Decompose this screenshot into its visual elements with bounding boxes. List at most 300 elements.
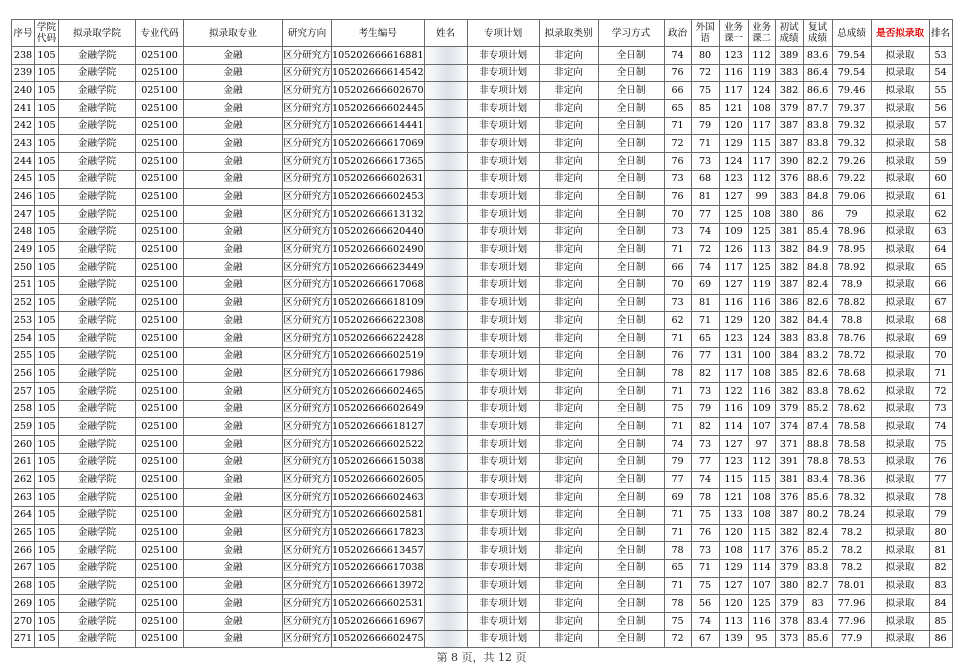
cell-total-score: 77.96 (832, 595, 871, 613)
cell-category: 非定向 (539, 471, 598, 489)
cell-major-code: 025100 (136, 436, 184, 454)
cell-category: 非定向 (539, 542, 598, 560)
cell-college: 金融学院 (59, 559, 136, 577)
cell-politics: 71 (664, 577, 691, 595)
cell-foreign-language: 81 (691, 294, 719, 312)
cell-admission-status: 拟录取 (871, 383, 929, 401)
cell-college: 金融学院 (59, 418, 136, 436)
cell-retest-score: 83.2 (803, 347, 832, 365)
cell-name (424, 613, 467, 631)
cell-special-plan: 非专项计划 (467, 559, 539, 577)
cell-retest-score: 85.4 (803, 223, 832, 241)
cell-major-code: 025100 (136, 259, 184, 277)
cell-name (424, 188, 467, 206)
cell-category: 非定向 (539, 259, 598, 277)
cell-seq: 249 (12, 241, 35, 259)
cell-exam-id: 105202666616967 (332, 613, 425, 631)
cell-seq: 242 (12, 117, 35, 135)
cell-subject-1: 108 (719, 542, 748, 560)
cell-category: 非定向 (539, 613, 598, 631)
cell-politics: 76 (664, 347, 691, 365)
cell-seq: 248 (12, 223, 35, 241)
cell-college-code: 105 (35, 436, 59, 454)
cell-politics: 71 (664, 383, 691, 401)
cell-category: 非定向 (539, 206, 598, 224)
cell-category: 非定向 (539, 365, 598, 383)
cell-total-score: 79 (832, 206, 871, 224)
cell-subject-2: 119 (748, 64, 775, 82)
cell-major: 金融 (184, 347, 283, 365)
cell-prelim-score: 382 (775, 524, 803, 542)
cell-category: 非定向 (539, 82, 598, 100)
cell-subject-2: 100 (748, 347, 775, 365)
cell-subject-1: 121 (719, 100, 748, 118)
cell-admission-status: 拟录取 (871, 330, 929, 348)
cell-retest-score: 78.8 (803, 453, 832, 471)
cell-special-plan: 非专项计划 (467, 506, 539, 524)
cell-college-code: 105 (35, 206, 59, 224)
cell-subject-1: 115 (719, 471, 748, 489)
cell-college-code: 105 (35, 47, 59, 65)
cell-direction: 区分研究方 (283, 418, 332, 436)
cell-admission-status: 拟录取 (871, 276, 929, 294)
header-seq: 序号 (12, 20, 35, 47)
cell-special-plan: 非专项计划 (467, 100, 539, 118)
cell-seq: 258 (12, 400, 35, 418)
cell-major-code: 025100 (136, 153, 184, 171)
cell-college-code: 105 (35, 506, 59, 524)
cell-total-score: 78.32 (832, 489, 871, 507)
cell-direction: 区分研究方 (283, 170, 332, 188)
cell-politics: 71 (664, 241, 691, 259)
cell-direction: 区分研究方 (283, 188, 332, 206)
cell-direction: 区分研究方 (283, 330, 332, 348)
cell-major-code: 025100 (136, 276, 184, 294)
table-row (12, 47, 953, 65)
cell-category: 非定向 (539, 577, 598, 595)
cell-subject-2: 119 (748, 276, 775, 294)
cell-foreign-language: 75 (691, 82, 719, 100)
cell-name (424, 400, 467, 418)
cell-name (424, 259, 467, 277)
cell-category: 非定向 (539, 595, 598, 613)
cell-major-code: 025100 (136, 330, 184, 348)
cell-college: 金融学院 (59, 188, 136, 206)
cell-direction: 区分研究方 (283, 100, 332, 118)
table-body (12, 47, 953, 648)
cell-college: 金融学院 (59, 453, 136, 471)
cell-prelim-score: 379 (775, 595, 803, 613)
cell-retest-score: 82.2 (803, 153, 832, 171)
cell-major: 金融 (184, 383, 283, 401)
cell-college: 金融学院 (59, 524, 136, 542)
cell-college-code: 105 (35, 347, 59, 365)
cell-major-code: 025100 (136, 312, 184, 330)
cell-admission-status: 拟录取 (871, 47, 929, 65)
cell-rank: 68 (929, 312, 952, 330)
cell-retest-score: 86.4 (803, 64, 832, 82)
cell-foreign-language: 72 (691, 64, 719, 82)
cell-major: 金融 (184, 400, 283, 418)
cell-rank: 78 (929, 489, 952, 507)
cell-rank: 56 (929, 100, 952, 118)
cell-retest-score: 83.6 (803, 47, 832, 65)
table-row (12, 418, 953, 436)
cell-exam-id: 105202666602453 (332, 188, 425, 206)
cell-seq: 257 (12, 383, 35, 401)
cell-politics: 71 (664, 330, 691, 348)
cell-rank: 86 (929, 630, 952, 648)
cell-exam-id: 105202666602490 (332, 241, 425, 259)
cell-study-mode: 全日制 (598, 259, 664, 277)
table-row (12, 100, 953, 118)
cell-subject-2: 115 (748, 471, 775, 489)
cell-exam-id: 105202666602522 (332, 436, 425, 454)
cell-rank: 66 (929, 276, 952, 294)
cell-special-plan: 非专项计划 (467, 117, 539, 135)
cell-exam-id: 105202666616881 (332, 47, 425, 65)
cell-subject-2: 108 (748, 365, 775, 383)
cell-exam-id: 105202666617986 (332, 365, 425, 383)
cell-prelim-score: 380 (775, 577, 803, 595)
cell-total-score: 78.92 (832, 259, 871, 277)
cell-name (424, 312, 467, 330)
cell-direction: 区分研究方 (283, 259, 332, 277)
cell-name (424, 206, 467, 224)
cell-subject-2: 107 (748, 418, 775, 436)
cell-foreign-language: 75 (691, 577, 719, 595)
table-row (12, 471, 953, 489)
table-row (12, 595, 953, 613)
cell-foreign-language: 82 (691, 418, 719, 436)
cell-name (424, 117, 467, 135)
cell-seq: 252 (12, 294, 35, 312)
cell-study-mode: 全日制 (598, 347, 664, 365)
cell-college: 金融学院 (59, 347, 136, 365)
cell-rank: 76 (929, 453, 952, 471)
cell-college: 金融学院 (59, 489, 136, 507)
cell-major-code: 025100 (136, 453, 184, 471)
cell-college: 金融学院 (59, 135, 136, 153)
cell-subject-2: 113 (748, 241, 775, 259)
cell-special-plan: 非专项计划 (467, 365, 539, 383)
cell-foreign-language: 74 (691, 471, 719, 489)
cell-major-code: 025100 (136, 294, 184, 312)
cell-college-code: 105 (35, 312, 59, 330)
cell-prelim-score: 387 (775, 117, 803, 135)
cell-admission-status: 拟录取 (871, 489, 929, 507)
cell-major: 金融 (184, 100, 283, 118)
cell-name (424, 47, 467, 65)
cell-college-code: 105 (35, 100, 59, 118)
cell-politics: 75 (664, 613, 691, 631)
table-row (12, 506, 953, 524)
cell-category: 非定向 (539, 312, 598, 330)
cell-college-code: 105 (35, 383, 59, 401)
cell-foreign-language: 81 (691, 188, 719, 206)
cell-admission-status: 拟录取 (871, 418, 929, 436)
cell-special-plan: 非专项计划 (467, 82, 539, 100)
cell-admission-status: 拟录取 (871, 559, 929, 577)
cell-rank: 82 (929, 559, 952, 577)
cell-foreign-language: 77 (691, 347, 719, 365)
cell-subject-1: 126 (719, 241, 748, 259)
cell-foreign-language: 71 (691, 559, 719, 577)
cell-major: 金融 (184, 613, 283, 631)
cell-direction: 区分研究方 (283, 294, 332, 312)
cell-prelim-score: 383 (775, 64, 803, 82)
cell-prelim-score: 380 (775, 206, 803, 224)
cell-category: 非定向 (539, 559, 598, 577)
cell-major-code: 025100 (136, 82, 184, 100)
cell-subject-1: 125 (719, 206, 748, 224)
cell-retest-score: 83.8 (803, 559, 832, 577)
cell-special-plan: 非专项计划 (467, 170, 539, 188)
cell-category: 非定向 (539, 453, 598, 471)
cell-retest-score: 82.4 (803, 524, 832, 542)
cell-foreign-language: 71 (691, 135, 719, 153)
table-row (12, 400, 953, 418)
cell-retest-score: 84.8 (803, 259, 832, 277)
cell-study-mode: 全日制 (598, 453, 664, 471)
cell-major: 金融 (184, 436, 283, 454)
cell-subject-2: 115 (748, 135, 775, 153)
cell-admission-status: 拟录取 (871, 82, 929, 100)
cell-subject-1: 127 (719, 188, 748, 206)
cell-major: 金融 (184, 223, 283, 241)
cell-exam-id: 105202666617038 (332, 559, 425, 577)
cell-college: 金融学院 (59, 100, 136, 118)
cell-foreign-language: 85 (691, 100, 719, 118)
cell-politics: 71 (664, 506, 691, 524)
cell-college: 金融学院 (59, 170, 136, 188)
cell-admission-status: 拟录取 (871, 241, 929, 259)
header-college-code: 学院代码 (35, 20, 59, 47)
cell-subject-2: 99 (748, 188, 775, 206)
cell-category: 非定向 (539, 489, 598, 507)
cell-foreign-language: 56 (691, 595, 719, 613)
cell-name (424, 347, 467, 365)
header-exam-id: 考生编号 (332, 20, 425, 47)
cell-study-mode: 全日制 (598, 170, 664, 188)
cell-admission-status: 拟录取 (871, 64, 929, 82)
cell-retest-score: 84.8 (803, 188, 832, 206)
cell-name (424, 276, 467, 294)
cell-major: 金融 (184, 595, 283, 613)
cell-major: 金融 (184, 506, 283, 524)
cell-politics: 72 (664, 630, 691, 648)
cell-college: 金融学院 (59, 595, 136, 613)
cell-subject-2: 112 (748, 453, 775, 471)
cell-retest-score: 86 (803, 206, 832, 224)
cell-retest-score: 83.8 (803, 383, 832, 401)
cell-direction: 区分研究方 (283, 153, 332, 171)
cell-college-code: 105 (35, 330, 59, 348)
cell-rank: 77 (929, 471, 952, 489)
cell-exam-id: 105202666602475 (332, 630, 425, 648)
cell-name (424, 506, 467, 524)
cell-prelim-score: 382 (775, 312, 803, 330)
cell-major-code: 025100 (136, 100, 184, 118)
cell-rank: 53 (929, 47, 952, 65)
cell-total-score: 78.95 (832, 241, 871, 259)
cell-subject-1: 129 (719, 312, 748, 330)
cell-prelim-score: 376 (775, 489, 803, 507)
cell-subject-1: 131 (719, 347, 748, 365)
cell-subject-1: 113 (719, 613, 748, 631)
cell-major: 金融 (184, 312, 283, 330)
cell-total-score: 78.72 (832, 347, 871, 365)
cell-admission-status: 拟录取 (871, 206, 929, 224)
cell-major: 金融 (184, 241, 283, 259)
cell-name (424, 577, 467, 595)
cell-prelim-score: 387 (775, 135, 803, 153)
cell-foreign-language: 65 (691, 330, 719, 348)
cell-foreign-language: 73 (691, 383, 719, 401)
cell-direction: 区分研究方 (283, 542, 332, 560)
cell-politics: 69 (664, 489, 691, 507)
cell-name (424, 595, 467, 613)
header-rank: 排名 (929, 20, 952, 47)
cell-study-mode: 全日制 (598, 312, 664, 330)
cell-subject-2: 124 (748, 82, 775, 100)
cell-seq: 270 (12, 613, 35, 631)
cell-college-code: 105 (35, 82, 59, 100)
cell-major-code: 025100 (136, 383, 184, 401)
cell-politics: 70 (664, 276, 691, 294)
cell-category: 非定向 (539, 294, 598, 312)
table-row (12, 259, 953, 277)
cell-major-code: 025100 (136, 630, 184, 648)
cell-total-score: 78.24 (832, 506, 871, 524)
cell-retest-score: 85.6 (803, 489, 832, 507)
cell-subject-2: 116 (748, 294, 775, 312)
cell-seq: 246 (12, 188, 35, 206)
cell-prelim-score: 382 (775, 383, 803, 401)
cell-seq: 254 (12, 330, 35, 348)
cell-direction: 区分研究方 (283, 312, 332, 330)
cell-foreign-language: 73 (691, 542, 719, 560)
cell-special-plan: 非专项计划 (467, 489, 539, 507)
cell-major: 金融 (184, 135, 283, 153)
cell-name (424, 559, 467, 577)
cell-name (424, 471, 467, 489)
cell-seq: 261 (12, 453, 35, 471)
cell-exam-id: 105202666617365 (332, 153, 425, 171)
cell-seq: 256 (12, 365, 35, 383)
cell-name (424, 630, 467, 648)
cell-name (424, 153, 467, 171)
cell-rank: 60 (929, 170, 952, 188)
cell-major: 金融 (184, 524, 283, 542)
cell-major-code: 025100 (136, 170, 184, 188)
cell-rank: 71 (929, 365, 952, 383)
cell-rank: 67 (929, 294, 952, 312)
cell-exam-id: 105202666618127 (332, 418, 425, 436)
cell-total-score: 78.76 (832, 330, 871, 348)
cell-rank: 70 (929, 347, 952, 365)
cell-exam-id: 105202666613457 (332, 542, 425, 560)
cell-college: 金融学院 (59, 630, 136, 648)
header-major: 拟录取专业 (184, 20, 283, 47)
cell-exam-id: 105202666602445 (332, 100, 425, 118)
cell-total-score: 78.82 (832, 294, 871, 312)
cell-retest-score: 84.4 (803, 312, 832, 330)
cell-seq: 269 (12, 595, 35, 613)
page-footer: 第 8 页，共 12 页 (436, 651, 527, 664)
cell-major: 金融 (184, 471, 283, 489)
cell-admission-status: 拟录取 (871, 595, 929, 613)
table-row (12, 542, 953, 560)
cell-prelim-score: 379 (775, 400, 803, 418)
cell-total-score: 78.62 (832, 383, 871, 401)
cell-special-plan: 非专项计划 (467, 64, 539, 82)
cell-politics: 79 (664, 453, 691, 471)
cell-college: 金融学院 (59, 330, 136, 348)
cell-admission-status: 拟录取 (871, 400, 929, 418)
cell-total-score: 78.01 (832, 577, 871, 595)
cell-major: 金融 (184, 559, 283, 577)
cell-rank: 55 (929, 82, 952, 100)
cell-college-code: 105 (35, 294, 59, 312)
cell-foreign-language: 75 (691, 506, 719, 524)
cell-study-mode: 全日制 (598, 47, 664, 65)
header-total-score: 总成绩 (832, 20, 871, 47)
cell-study-mode: 全日制 (598, 82, 664, 100)
cell-study-mode: 全日制 (598, 383, 664, 401)
cell-special-plan: 非专项计划 (467, 524, 539, 542)
cell-major: 金融 (184, 577, 283, 595)
cell-subject-1: 123 (719, 170, 748, 188)
cell-category: 非定向 (539, 330, 598, 348)
cell-college: 金融学院 (59, 64, 136, 82)
cell-exam-id: 105202666615038 (332, 453, 425, 471)
cell-retest-score: 80.2 (803, 506, 832, 524)
cell-rank: 79 (929, 506, 952, 524)
cell-college-code: 105 (35, 365, 59, 383)
cell-category: 非定向 (539, 100, 598, 118)
cell-college-code: 105 (35, 595, 59, 613)
table-row (12, 453, 953, 471)
cell-category: 非定向 (539, 630, 598, 648)
cell-subject-2: 115 (748, 524, 775, 542)
cell-subject-1: 123 (719, 453, 748, 471)
cell-special-plan: 非专项计划 (467, 223, 539, 241)
cell-college: 金融学院 (59, 383, 136, 401)
cell-major-code: 025100 (136, 223, 184, 241)
cell-college: 金融学院 (59, 542, 136, 560)
cell-subject-1: 121 (719, 489, 748, 507)
cell-total-score: 78.96 (832, 223, 871, 241)
cell-major: 金融 (184, 206, 283, 224)
cell-major-code: 025100 (136, 206, 184, 224)
cell-direction: 区分研究方 (283, 64, 332, 82)
cell-category: 非定向 (539, 223, 598, 241)
cell-seq: 243 (12, 135, 35, 153)
cell-special-plan: 非专项计划 (467, 595, 539, 613)
cell-study-mode: 全日制 (598, 471, 664, 489)
cell-category: 非定向 (539, 400, 598, 418)
cell-seq: 271 (12, 630, 35, 648)
cell-major: 金融 (184, 276, 283, 294)
cell-college-code: 105 (35, 400, 59, 418)
cell-foreign-language: 73 (691, 436, 719, 454)
admission-table (11, 19, 953, 648)
cell-politics: 66 (664, 259, 691, 277)
table-row (12, 82, 953, 100)
header-major-code: 专业代码 (136, 20, 184, 47)
admission-list-sheet (11, 19, 953, 648)
